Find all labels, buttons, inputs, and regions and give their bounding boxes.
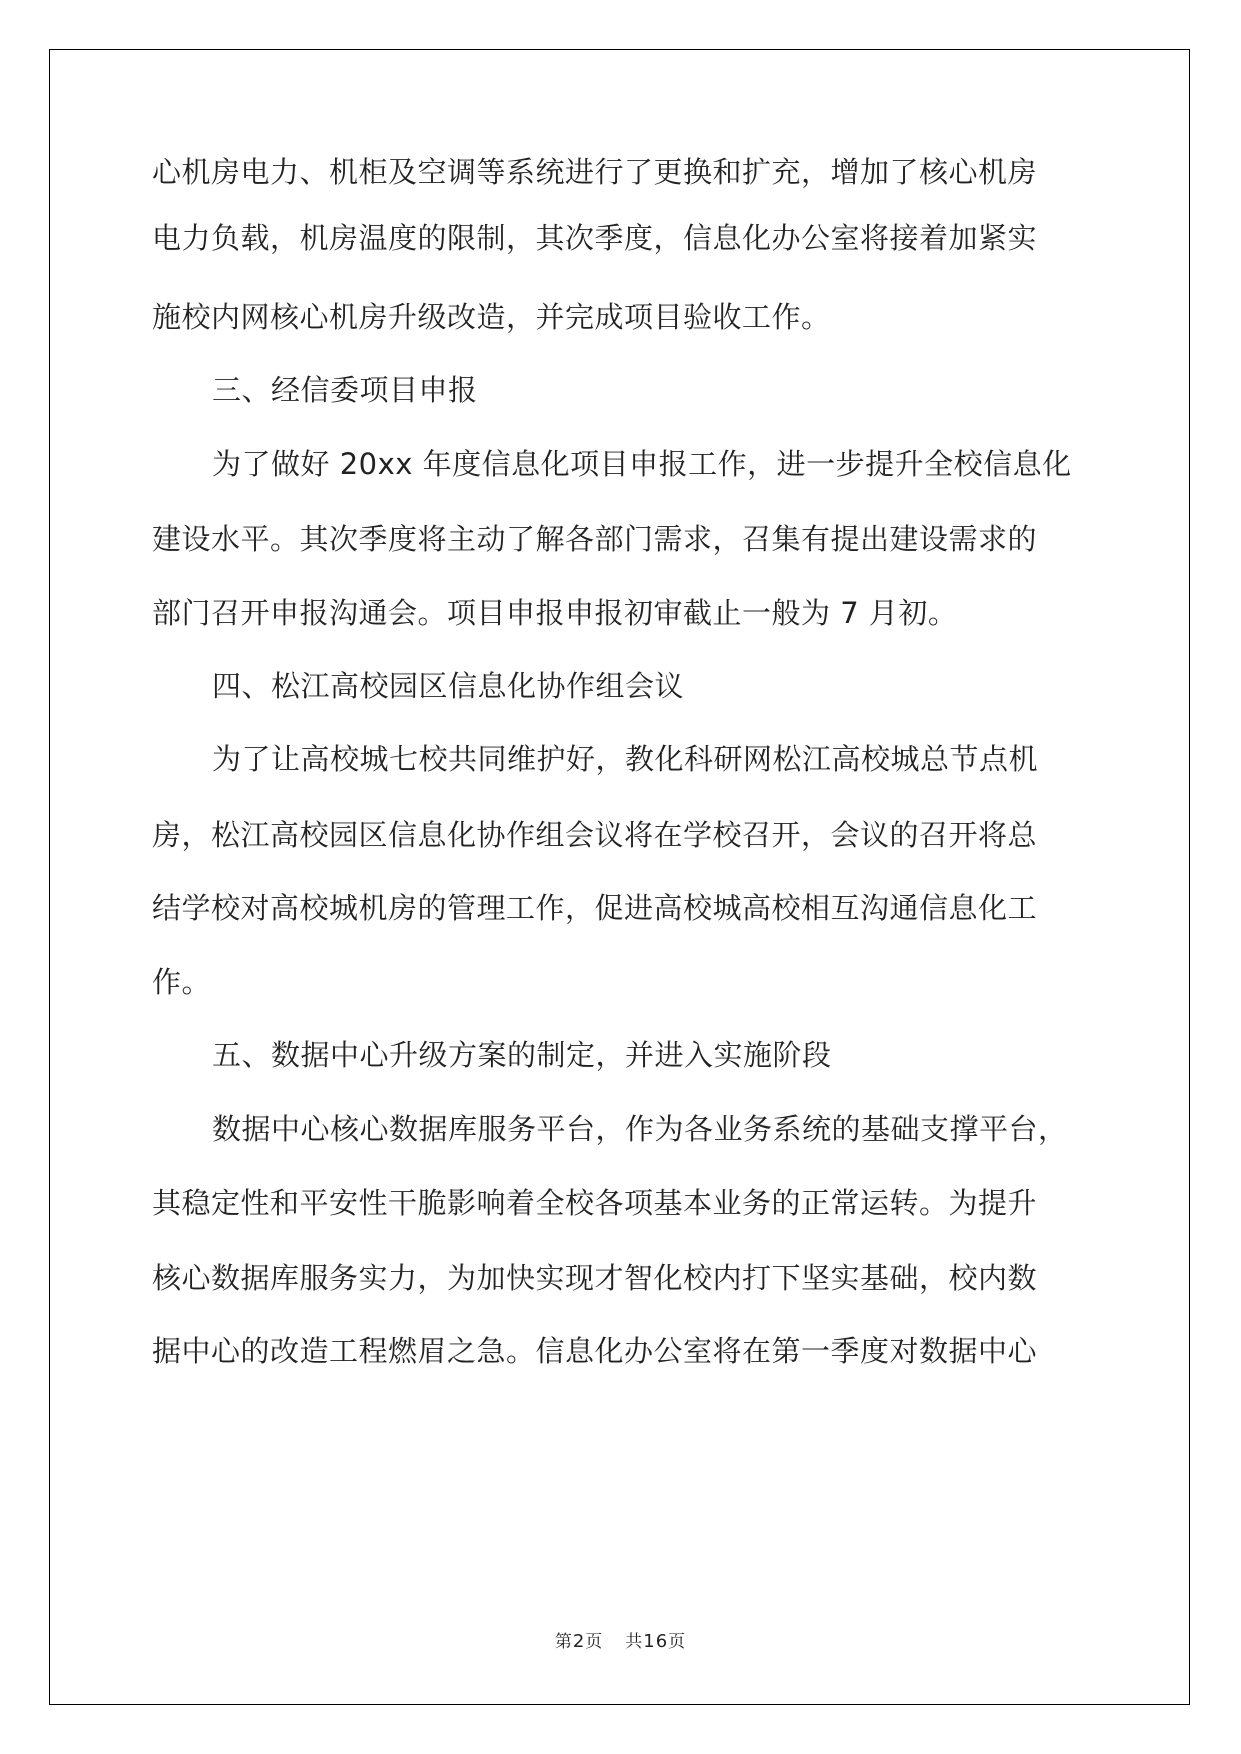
paragraph-first-line: 为了做好 20xx 年度信息化项目申报工作，进一步提升全校信息化 — [212, 447, 1072, 481]
section-heading: 五、数据中心升级方案的制定，并进入实施阶段 — [212, 1038, 832, 1072]
paragraph-first-line: 为了让高校城七校共同维护好，教化科研网松江高校城总节点机 — [212, 742, 1039, 776]
total-prefix: 共 — [625, 1632, 644, 1652]
total-pages: 16 — [643, 1631, 669, 1652]
section-heading: 三、经信委项目申报 — [212, 373, 478, 407]
text-line: 部门召开申报沟通会。项目申报申报初审截止一般为 7 月初。 — [152, 596, 958, 630]
page-suffix: 页 — [585, 1632, 604, 1652]
text-line: 房，松江高校园区信息化协作组会议将在学校召开，会议的召开将总 — [152, 818, 1038, 852]
page-number: 2 — [572, 1631, 586, 1652]
text-line: 电力负载，机房温度的限制，其次季度，信息化办公室将接着加紧实 — [152, 221, 1038, 255]
section-heading: 四、松江高校园区信息化协作组会议 — [212, 669, 685, 703]
paragraph-first-line: 数据中心核心数据库服务平台，作为各业务系统的基础支撑平台， — [212, 1112, 1068, 1146]
text-line: 结学校对高校城机房的管理工作，促进高校城高校相互沟通信息化工 — [152, 891, 1038, 925]
text-line: 施校内网核心机房升级改造，并完成项目验收工作。 — [152, 300, 831, 334]
total-suffix: 页 — [668, 1632, 687, 1652]
page-footer — [0, 1627, 1241, 1652]
text-line: 据中心的改造工程燃眉之急。信息化办公室将在第一季度对数据中心 — [152, 1334, 1038, 1368]
page-prefix: 第 — [554, 1632, 573, 1652]
text-line: 建设水平。其次季度将主动了解各部门需求，召集有提出建设需求的 — [152, 522, 1038, 556]
text-line: 作。 — [152, 965, 212, 999]
text-line: 心机房电力、机柜及空调等系统进行了更换和扩充，增加了核心机房 — [152, 155, 1038, 189]
text-line: 核心数据库服务实力，为加快实现才智化校内打下坚实基础，校内数 — [152, 1261, 1038, 1295]
text-line: 其稳定性和平安性干脆影响着全校各项基本业务的正常运转。为提升 — [152, 1186, 1038, 1220]
